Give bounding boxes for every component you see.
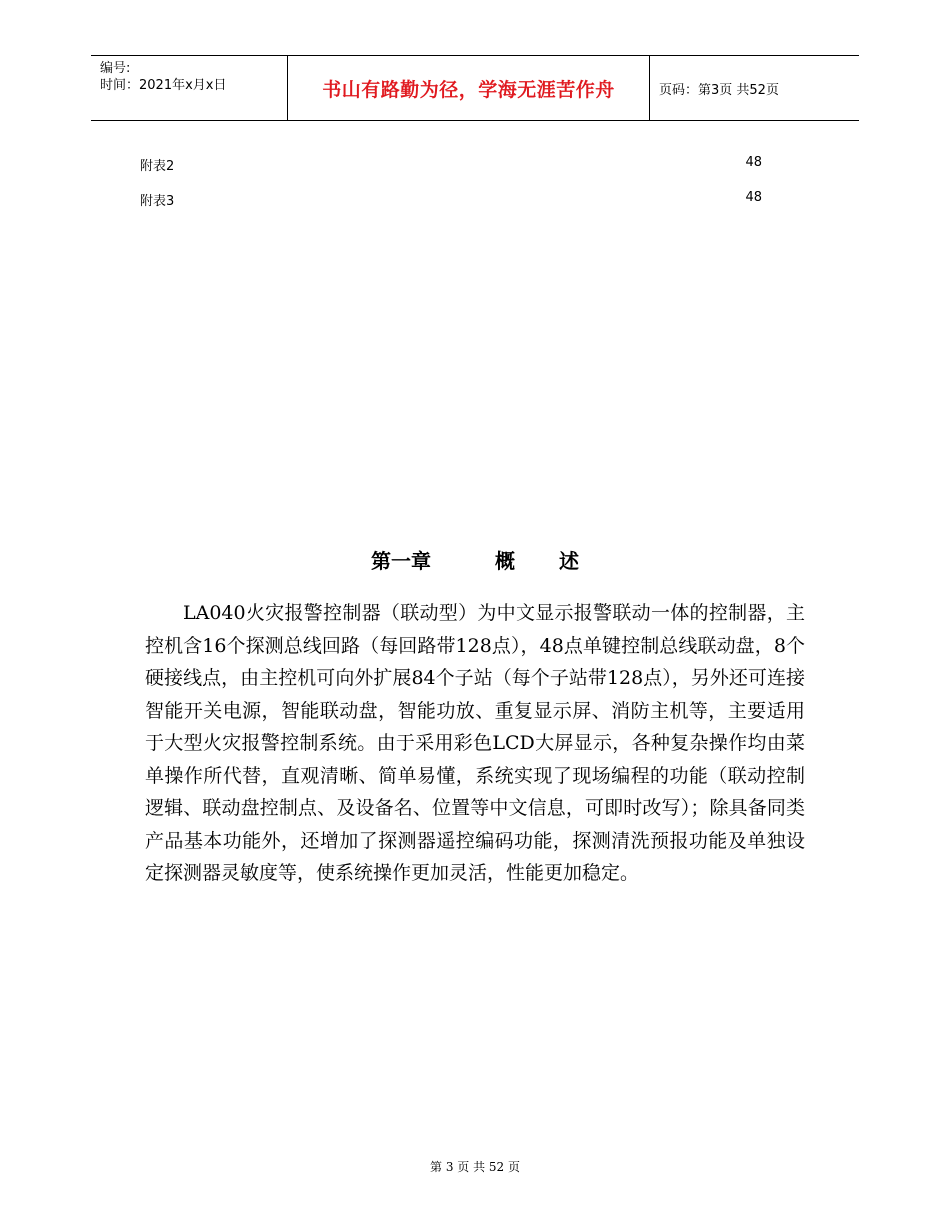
chapter-paragraph: LA040火灾报警控制器（联动型）为中文显示报警联动一体的控制器，主控机含16个探测总线回路（每回路带128点），48点单键控制总线联动盘，8个硬接线点，由主控机可向外扩展84个子站（每个子站带128点），另外还可连接智能开关电源，智能联动盘，智能功放、重复显示屏、消防主机等，主要适用于大型火灾报警控制系统。由于采用彩色LCD大屏显示，各种复杂操作均由菜单操作所代替，直观清晰、简单易懂，系统实现了现场编程的功能（联动控制逻辑、联动盘控制点、及设备名、位置等中文信息，可即时改写）；除具备同类产品基本功能外，还增加了探测器遥控编码功能，探测清洗预报功能及单独设定探测器灵敏度等，使系统操作更加灵活，性能更加稳定。 [145, 602, 805, 884]
document-number-label: 编号: [100, 61, 131, 76]
toc-entry-page: 48 [745, 190, 762, 205]
header-motto: 书山有路勤为径，学海无涯苦作舟 [287, 56, 650, 120]
document-time-label: 时间：2021年x月x日 [100, 78, 227, 93]
toc-entry-label: 附表2 [140, 159, 175, 174]
page-footer: 第 3 页 共 52 页 [430, 1160, 520, 1174]
chapter-title [0, 545, 950, 574]
header-meta [91, 56, 287, 120]
chapter-name-char-2: 述 [559, 549, 579, 573]
header-page-info: 页码：第3页 共52页 [659, 82, 779, 98]
toc-entry-label: 附表3 [140, 194, 175, 209]
toc-entry-page: 48 [745, 155, 762, 170]
page-header [91, 55, 859, 121]
chapter-name-char-1: 概 [495, 549, 515, 573]
chapter-number: 第一章 [371, 549, 431, 573]
